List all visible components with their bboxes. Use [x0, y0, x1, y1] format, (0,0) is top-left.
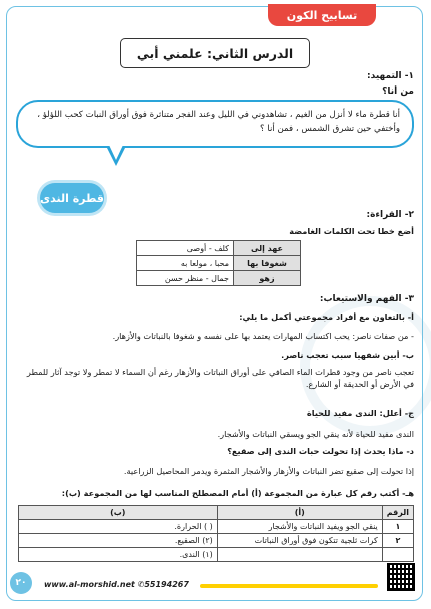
question-c: ج- أعلل: الندى مفيد للحياة [306, 408, 414, 418]
vocab-row [137, 271, 301, 286]
row-b: (١) الندى. [18, 548, 217, 562]
col-a: (أ) [217, 506, 382, 520]
footer-phone: 55194267 [144, 580, 189, 589]
question-d: د- ماذا يحدث إذا تحولت حبات الندى إلى صقيع؟ [227, 446, 414, 456]
comprehension-heading: ٣- الفهم والاستيعاب: [319, 294, 414, 304]
riddle-text: أنا قطرة ماء لا أنزل من الغيم ، تشاهدوني في الليل وعند الفجر متناثرة فوق أوراق النبات كحب اللؤلؤ ، وأختفي حين تشرق الشمس ، فمن أنا ؟ [37, 110, 400, 134]
page-number: ٢٠ [10, 572, 32, 594]
row-number: ١ [382, 520, 413, 534]
row-b: ( ) الحرارة. [18, 520, 217, 534]
vocab-word: زهو [234, 271, 301, 286]
answer-d: إذا تحولت إلى صقيع تضر النباتات والأزهار والأشجار المثمرة ويدمر المحاصيل الزراعية. [123, 466, 414, 476]
row-number: ٢ [382, 534, 413, 548]
vocab-row [137, 256, 301, 271]
phone-icon: ✆ [137, 580, 145, 589]
vocab-row [137, 241, 301, 256]
footer-bar [200, 584, 378, 588]
row-a: ينقي الجو ويفيد النباتات والأشجار [217, 520, 382, 534]
question-a: أ- بالتعاون مع أفراد مجموعتي أكمل ما يلي: [239, 312, 414, 322]
bubble-tail-inner [109, 145, 123, 160]
footer-contact [44, 580, 189, 589]
vocab-meaning: محبا ، مولعا به [137, 256, 234, 271]
reading-heading: ٢- القراءة: [366, 210, 414, 220]
intro-question: من أنا؟ [382, 87, 414, 97]
answer-a: - من صفات ناصر: يحب اكتساب المهارات يعتمد بها على نفسه و شغوفا بالنباتات والأزهار. [112, 331, 414, 341]
footer-url: www.al-morshid.net [44, 580, 135, 589]
vocab-word: شغوفا بها [234, 256, 301, 271]
table-row [18, 520, 413, 534]
vocab-word: عهد إلى [234, 241, 301, 256]
col-number: الرقم [382, 506, 413, 520]
matching-table [18, 505, 414, 562]
vocab-meaning: جمال - منظر حسن [137, 271, 234, 286]
table-row [18, 534, 413, 548]
question-h: هـ- أكتب رقم كل عبارة من المجموعة (أ) أمام المصطلح المناسب لها من المجموعة (ب): [61, 488, 414, 498]
answer-drop: قطرة الندى [40, 183, 104, 213]
row-b: (٢) الصقيع. [18, 534, 217, 548]
vocab-table [136, 240, 301, 286]
riddle-bubble [16, 100, 414, 148]
qr-code-icon [387, 563, 415, 591]
row-a [217, 548, 382, 562]
table-row [18, 548, 413, 562]
intro-heading: ١- التمهيد: [367, 71, 414, 81]
row-number [382, 548, 413, 562]
col-b: (ب) [18, 506, 217, 520]
unit-tab: تسابيح الكون [268, 4, 376, 26]
question-b: ب- أبين شفهيا سبب تعجب ناصر. [281, 350, 414, 360]
lesson-title: الدرس الثاني: علمني أبي [120, 38, 310, 68]
answer-c: الندى مفيد للحياة لأنه ينقي الجو ويسقي النباتات والأشجار. [217, 429, 414, 439]
answer-b: تعجب ناصر من وجود قطرات الماء الصافي على أوراق النباتات والأزهار رغم أن السماء لا تمطر ولا توجد آثار للمطر في الأرض أو الحديقة أو الشارع. [26, 367, 414, 389]
reading-instruction: أضع خطا تحت الكلمات الغامضة [289, 226, 414, 236]
row-a: كرات ثلجية تتكون فوق أوراق النباتات [217, 534, 382, 548]
vocab-meaning: كلف - أوصى [137, 241, 234, 256]
matching-header [18, 506, 413, 520]
